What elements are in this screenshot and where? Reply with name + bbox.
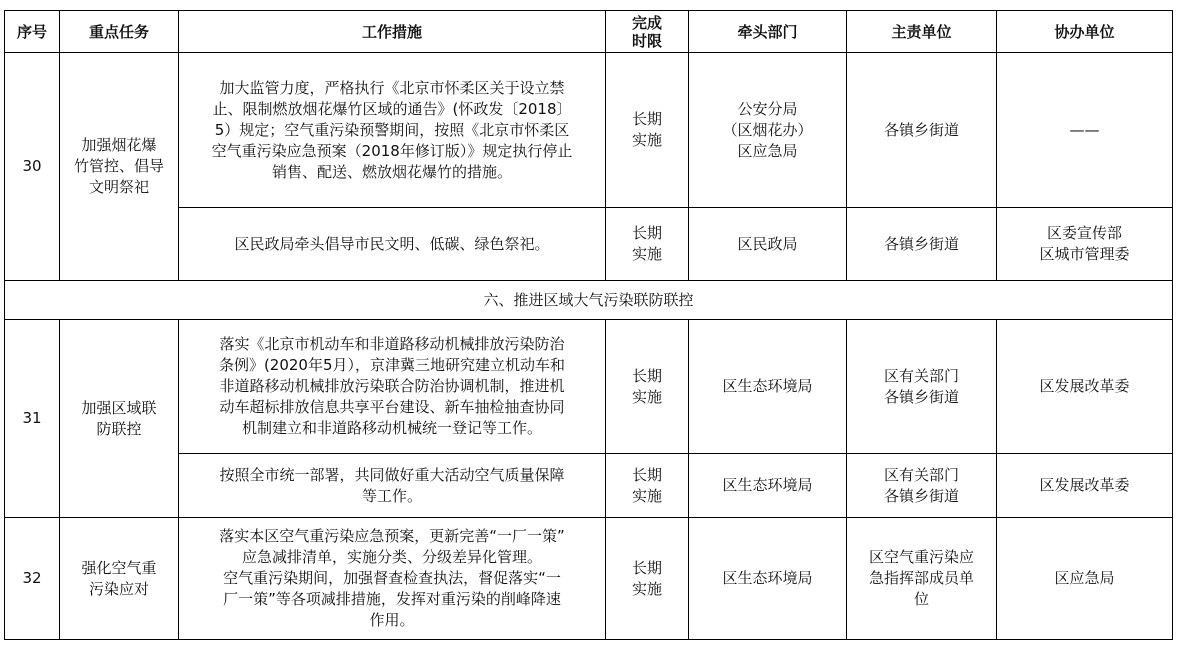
measure-deadline: 长期 实施 (606, 454, 689, 518)
row-task: 强化空气重 污染应对 (60, 518, 179, 640)
measure-deadline: 长期 实施 (606, 208, 689, 281)
header-row (5, 11, 1173, 53)
header-seq: 序号 (5, 11, 60, 53)
measure-text: 区民政局牵头倡导市民文明、低碳、绿色祭祀。 (179, 208, 606, 281)
header-task: 重点任务 (60, 11, 179, 53)
table-row (5, 208, 1173, 281)
measure-deadline: 长期 实施 (606, 518, 689, 640)
header-deadline: 完成 时限 (606, 11, 689, 53)
header-assist: 协办单位 (997, 11, 1173, 53)
measure-main-unit: 各镇乡街道 (847, 53, 997, 208)
measure-lead-dept: 公安分局 （区烟花办） 区应急局 (689, 53, 847, 208)
header-main: 主责单位 (847, 11, 997, 53)
row-task: 加强烟花爆 竹管控、倡导 文明祭祀 (60, 53, 179, 281)
measure-assist-unit: 区委宣传部 区城市管理委 (997, 208, 1173, 281)
table-row (5, 518, 1173, 640)
measure-lead-dept: 区生态环境局 (689, 518, 847, 640)
measure-lead-dept: 区民政局 (689, 208, 847, 281)
measure-main-unit: 区有关部门 各镇乡街道 (847, 454, 997, 518)
measure-main-unit: 区有关部门 各镇乡街道 (847, 320, 997, 454)
measure-main-unit: 区空气重污染应 急指挥部成员单 位 (847, 518, 997, 640)
row-seq: 30 (5, 53, 60, 281)
measure-assist-unit: —— (997, 53, 1173, 208)
row-seq: 31 (5, 320, 60, 518)
table-row (5, 53, 1173, 208)
table-row (5, 320, 1173, 454)
measure-text: 按照全市统一部署，共同做好重大活动空气质量保障 等工作。 (179, 454, 606, 518)
section-title: 六、推进区域大气污染联防联控 (5, 281, 1173, 320)
table-row (5, 454, 1173, 518)
row-task: 加强区域联 防联控 (60, 320, 179, 518)
work-measures-table (4, 10, 1173, 640)
measure-deadline: 长期 实施 (606, 53, 689, 208)
measure-lead-dept: 区生态环境局 (689, 454, 847, 518)
header-measure: 工作措施 (179, 11, 606, 53)
measure-assist-unit: 区应急局 (997, 518, 1173, 640)
measure-main-unit: 各镇乡街道 (847, 208, 997, 281)
measure-text: 加大监管力度，严格执行《北京市怀柔区关于设立禁 止、限制燃放烟花爆竹区域的通告》(怀政发〔2018〕 5）规定；空气重污染预警期间，按照《北京市怀柔区 空气重污染应急预案（2018年修订版）》规定执行停止 销售、配送、燃放烟花爆竹的措施。 (179, 53, 606, 208)
measure-lead-dept: 区生态环境局 (689, 320, 847, 454)
measure-text: 落实《北京市机动车和非道路移动机械排放污染防治 条例》(2020年5月），京津冀三地研究建立机动车和 非道路移动机械排放污染联合防治协调机制，推进机 动车超标排放信息共享平台建设、新车抽检抽查协同 机制建立和非道路移动机械统一登记等工作。 (179, 320, 606, 454)
header-lead: 牵头部门 (689, 11, 847, 53)
measure-deadline: 长期 实施 (606, 320, 689, 454)
section-row (5, 281, 1173, 320)
measure-assist-unit: 区发展改革委 (997, 320, 1173, 454)
measure-text: 落实本区空气重污染应急预案，更新完善“一厂一策” 应急减排清单，实施分类、分级差异化管理。 空气重污染期间，加强督查检查执法，督促落实“一 厂一策”等各项减排措施，发挥对重污染的削峰降速 作用。 (179, 518, 606, 640)
measure-assist-unit: 区发展改革委 (997, 454, 1173, 518)
row-seq: 32 (5, 518, 60, 640)
